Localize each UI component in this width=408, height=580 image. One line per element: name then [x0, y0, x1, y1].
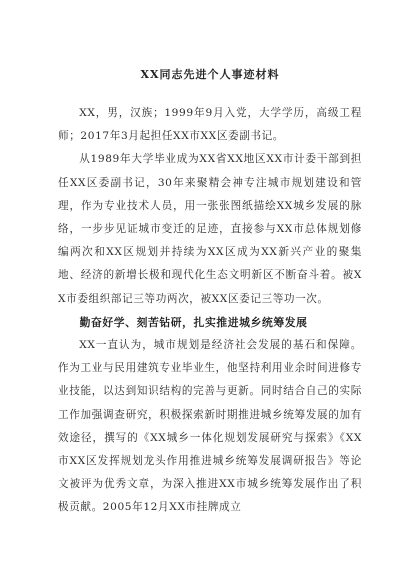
section-paragraph: XX一直认为，城市规划是经济社会发展的基石和保障。作为工业与民用建筑专业毕业生，他坚持利用业余时间进修专业技能，以达到知识结构的完善与更新。同时结合自己的实际工作加强调查研究，积极探索新时期推进城乡统筹发展的加有效途径，撰写的《XX城乡一体化规划发展研究与探索》《XX市XX区发挥规划龙头作用推进城乡统筹发展调研报告》等论文被评为优秀文章，为深入推进XX市城乡统筹发展作出了积极贡献。2005年12月XX市挂牌成立	[58, 339, 362, 514]
career-paragraph: 从1989年大学毕业成为XX省XX地区XX市计委干部到担任XX区委副书记，30年来聚精会神专注城市规划建设和管理，作为专业技术人员，用一张张图纸描绘XX城乡发展的脉络，一步步见证城市变迁的足迹，直接参与XX市总体规划修编两次和XX区规划并持续为XX区成为XX新兴产业的聚集地、经济的新增长极和现代化生态文明新区不断奋斗着。被XX市委组织部记三等功两次，被XX区委记三等功一次。	[58, 153, 362, 305]
document-title: XX同志先进个人事迹材料	[140, 68, 280, 81]
intro-paragraph: XX，男，汉族；1999年9月入党，大学学历，高级工程师；2017年3月起担任XX市XX区委副书记。	[58, 107, 362, 143]
section-heading: 勤奋好学、刻苦钻研，扎实推进城乡统筹发展	[79, 315, 308, 329]
